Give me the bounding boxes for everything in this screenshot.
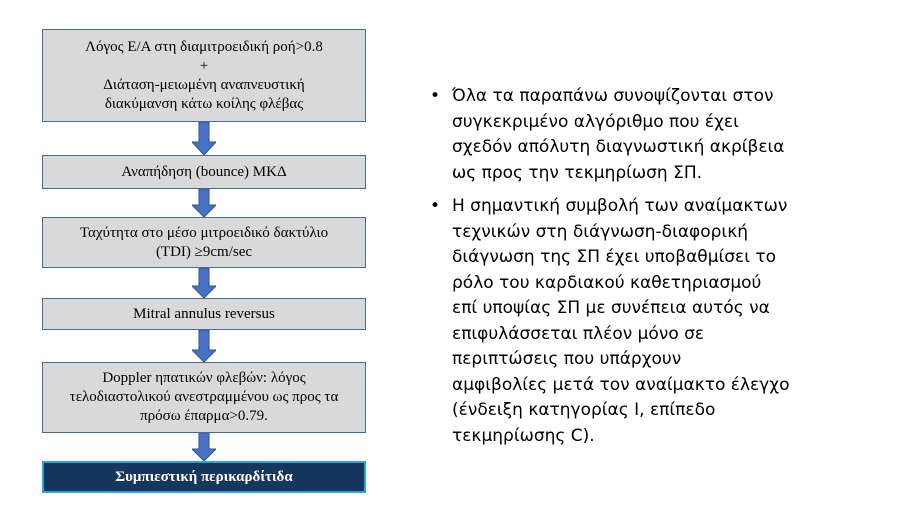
bullet-text-line: (ένδειξη κατηγορίας Ι, επίπεδο bbox=[452, 400, 716, 420]
flow-box-constrictive-pericarditis bbox=[42, 461, 366, 493]
down-arrow-icon bbox=[192, 330, 216, 362]
bullet-text-line: τεχνικών στη διάγνωση-διαφορική bbox=[452, 221, 748, 242]
bullet-text-line: Όλα τα παραπάνω συνοψίζονται στον bbox=[452, 86, 774, 106]
flow-box-hepatic-doppler-line1: Doppler ηπατικών φλεβών: λόγος bbox=[102, 370, 306, 386]
bullet-text-line: επί υποψίας ΣΠ με συνέπεια αυτός να bbox=[452, 298, 770, 318]
flow-box-ea-ratio-plus: + bbox=[199, 57, 209, 74]
down-arrow-icon bbox=[192, 189, 216, 217]
bullet-text-line: διάγνωση της ΣΠ έχει υποβαθμίσει το bbox=[452, 247, 777, 267]
flow-box-septal-bounce bbox=[42, 155, 366, 189]
flow-box-hepatic-doppler-line2: τελοδιαστολικού ανεστραμμένου ως προς τα bbox=[69, 389, 339, 405]
bullet-item-catheterization-role bbox=[430, 194, 850, 449]
down-arrow-icon bbox=[192, 433, 216, 461]
flow-box-ea-ratio-line4: διακύμανση κάτω κοίλης φλέβας bbox=[104, 95, 304, 112]
flow-box-mitral-annulus-reversus-line1: Mitral annulus reversus bbox=[133, 305, 275, 322]
bullet-marker: • bbox=[430, 196, 441, 216]
flow-box-ea-ratio-line3: Διάταση-μειωμένη αναπνευστική bbox=[103, 76, 305, 93]
flow-box-ea-ratio-line1: Λόγος Ε/Α στη διαμιτροειδική ροή>0.8 bbox=[85, 38, 323, 55]
bullet-text-line: Η σημαντική συμβολή των αναίμακτων bbox=[452, 196, 788, 216]
flow-box-tdi-velocity-line1: Ταχύτητα στο μέσο μιτροειδικό δακτύλιο bbox=[79, 224, 329, 241]
down-arrow-icon bbox=[192, 268, 216, 298]
flow-box-constrictive-pericarditis-label: Συμπιεστική περικαρδίτιδα bbox=[115, 468, 293, 485]
down-arrow-icon bbox=[192, 122, 216, 155]
bullet-text-line: ως προς την τεκμηρίωση ΣΠ. bbox=[452, 162, 703, 183]
bullet-text-line: επιφυλάσσεται πλέον μόνο σε bbox=[452, 323, 705, 344]
bullet-text-line: αμφιβολίες μετά τον αναίμακτο έλεγχο bbox=[452, 374, 790, 395]
flow-box-septal-bounce-line1: Αναπήδηση (bounce) ΜΚΔ bbox=[121, 163, 287, 180]
flow-box-tdi-velocity-line2: (TDI) ≥9cm/sec bbox=[155, 243, 253, 260]
flow-box-hepatic-doppler-line3: πρόσω έπαρμα>0.79. bbox=[140, 408, 268, 424]
flow-box-ea-ratio bbox=[42, 29, 366, 122]
bullet-list bbox=[430, 84, 850, 457]
flow-box-tdi-velocity bbox=[42, 217, 366, 268]
bullet-text-line: συγκεκριμένο αλγόριθμο που έχει bbox=[452, 111, 739, 132]
bullet-text-line: περιπτώσεις που υπάρχουν bbox=[452, 349, 682, 369]
bullet-item-algorithm-summary bbox=[430, 84, 850, 186]
flow-box-hepatic-doppler bbox=[42, 362, 366, 433]
bullet-marker: • bbox=[430, 86, 441, 106]
bullet-text-line: ρόλο του καρδιακού καθετηριασμού bbox=[452, 272, 762, 293]
bullet-text-line: τεκμηρίωσης C). bbox=[452, 425, 595, 446]
flow-box-mitral-annulus-reversus bbox=[42, 298, 366, 330]
bullet-text-line: σχεδόν απόλυτη διαγνωστική ακρίβεια bbox=[452, 137, 785, 157]
